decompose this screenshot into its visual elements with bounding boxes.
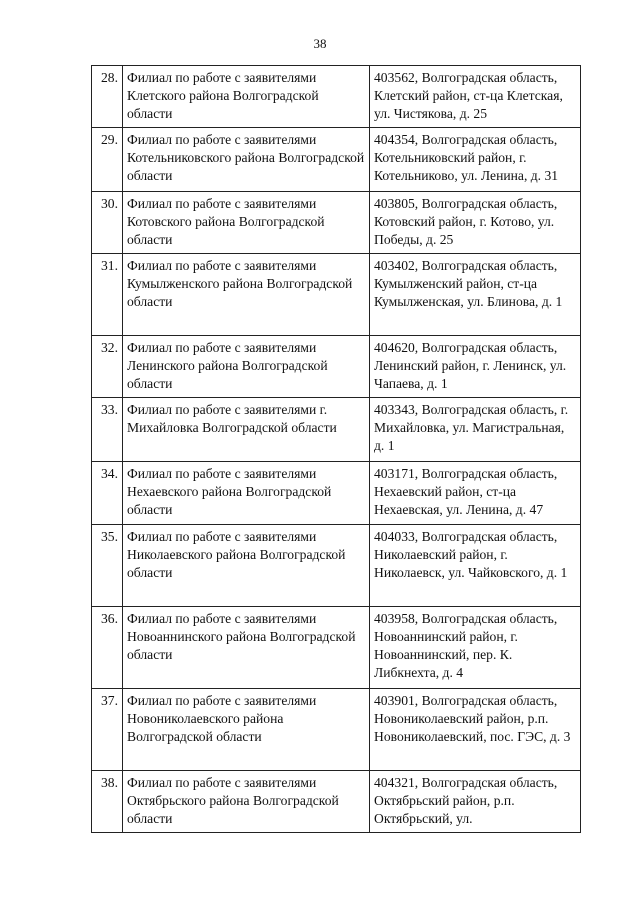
row-number: 37.: [92, 689, 123, 771]
branch-name: Филиал по работе с заявителями г. Михайловка Волгоградской области: [127, 402, 337, 435]
branch-address: 403343, Волгоградская область, г. Михайловка, ул. Магистральная, д. 1: [374, 402, 569, 453]
branch-name-cell: [123, 462, 370, 525]
branch-name: Филиал по работе с заявителями Николаевского района Волгоградской области: [127, 529, 346, 580]
branch-name-cell: [123, 525, 370, 607]
table-row: [92, 462, 581, 525]
branch-name: Филиал по работе с заявителями Октябрьского района Волгоградской области: [127, 775, 339, 826]
row-number: 35.: [92, 525, 123, 607]
branch-name: Филиал по работе с заявителями Нехаевского района Волгоградской области: [127, 466, 332, 517]
branch-address: 404354, Волгоградская область, Котельниковский район, г. Котельниково, ул. Ленина, д. 31: [374, 132, 559, 183]
address-cell: [370, 398, 581, 462]
table-row: [92, 128, 581, 192]
page-number: 38: [313, 36, 327, 51]
address-cell: [370, 192, 581, 254]
row-number: 30.: [92, 192, 123, 254]
address-cell: [370, 336, 581, 398]
table-row: [92, 607, 581, 689]
address-cell: [370, 462, 581, 525]
row-number: 34.: [92, 462, 123, 525]
address-cell: [370, 128, 581, 192]
address-cell: [370, 607, 581, 689]
address-cell: [370, 66, 581, 128]
branch-name: Филиал по работе с заявителями Новониколаевского района Волгоградской области: [127, 693, 317, 744]
row-number: 36.: [92, 607, 123, 689]
branch-name-cell: [123, 771, 370, 833]
address-cell: [370, 254, 581, 336]
table-row: [92, 254, 581, 336]
branch-name: Филиал по работе с заявителями Новоаннинского района Волгоградской области: [127, 611, 356, 662]
branch-address: 403901, Волгоградская область, Новониколаевский район, р.п. Новониколаевский, пос. ГЭС, д. 3: [374, 693, 571, 744]
row-number: 33.: [92, 398, 123, 462]
branch-address: 403171, Волгоградская область, Нехаевский район, ст-ца Нехаевская, ул. Ленина, д. 47: [374, 466, 558, 517]
row-number: 38.: [92, 771, 123, 833]
branch-address: 404033, Волгоградская область, Николаевский район, г. Николаевск, ул. Чайковского, д. 1: [374, 529, 568, 580]
row-number: 29.: [92, 128, 123, 192]
branch-name-cell: [123, 254, 370, 336]
table-row: [92, 689, 581, 771]
table-row: [92, 192, 581, 254]
branch-name-cell: [123, 607, 370, 689]
address-cell: [370, 689, 581, 771]
branch-name-cell: [123, 689, 370, 771]
branch-name-cell: [123, 128, 370, 192]
branch-name-cell: [123, 192, 370, 254]
row-number: 31.: [92, 254, 123, 336]
branch-address: 404620, Волгоградская область, Ленинский район, г. Ленинск, ул. Чапаева, д. 1: [374, 340, 567, 391]
branch-name-cell: [123, 398, 370, 462]
table-row: [92, 66, 581, 128]
branch-name-cell: [123, 66, 370, 128]
branches-table: [91, 65, 581, 833]
branch-address: 403805, Волгоградская область, Котовский район, г. Котово, ул. Победы, д. 25: [374, 196, 558, 247]
row-number: 28.: [92, 66, 123, 128]
table-row: [92, 336, 581, 398]
address-cell: [370, 525, 581, 607]
branch-address: 403562, Волгоградская область, Клетский район, ст-ца Клетская, ул. Чистякова, д. 25: [374, 70, 563, 121]
table-row: [92, 525, 581, 607]
branch-address: 403958, Волгоградская область, Новоаннинский район, г. Новоаннинский, пер. К. Либкнехта, д. 4: [374, 611, 558, 680]
branch-name: Филиал по работе с заявителями Кумылженского района Волгоградской области: [127, 258, 353, 309]
table-row: [92, 398, 581, 462]
branch-name: Филиал по работе с заявителями Ленинского района Волгоградской области: [127, 340, 328, 391]
branch-name: Филиал по работе с заявителями Котельниковского района Волгоградской области: [127, 132, 365, 183]
branch-address: 404321, Волгоградская область, Октябрьский район, р.п. Октябрьский, ул.: [374, 775, 558, 826]
table-row: [92, 771, 581, 833]
branch-name-cell: [123, 336, 370, 398]
branch-name: Филиал по работе с заявителями Клетского района Волгоградской области: [127, 70, 319, 121]
row-number: 32.: [92, 336, 123, 398]
address-cell: [370, 771, 581, 833]
branch-name: Филиал по работе с заявителями Котовского района Волгоградской области: [127, 196, 325, 247]
branch-address: 403402, Волгоградская область, Кумылженский район, ст-ца Кумылженская, ул. Блинова, д. 1: [374, 258, 563, 309]
